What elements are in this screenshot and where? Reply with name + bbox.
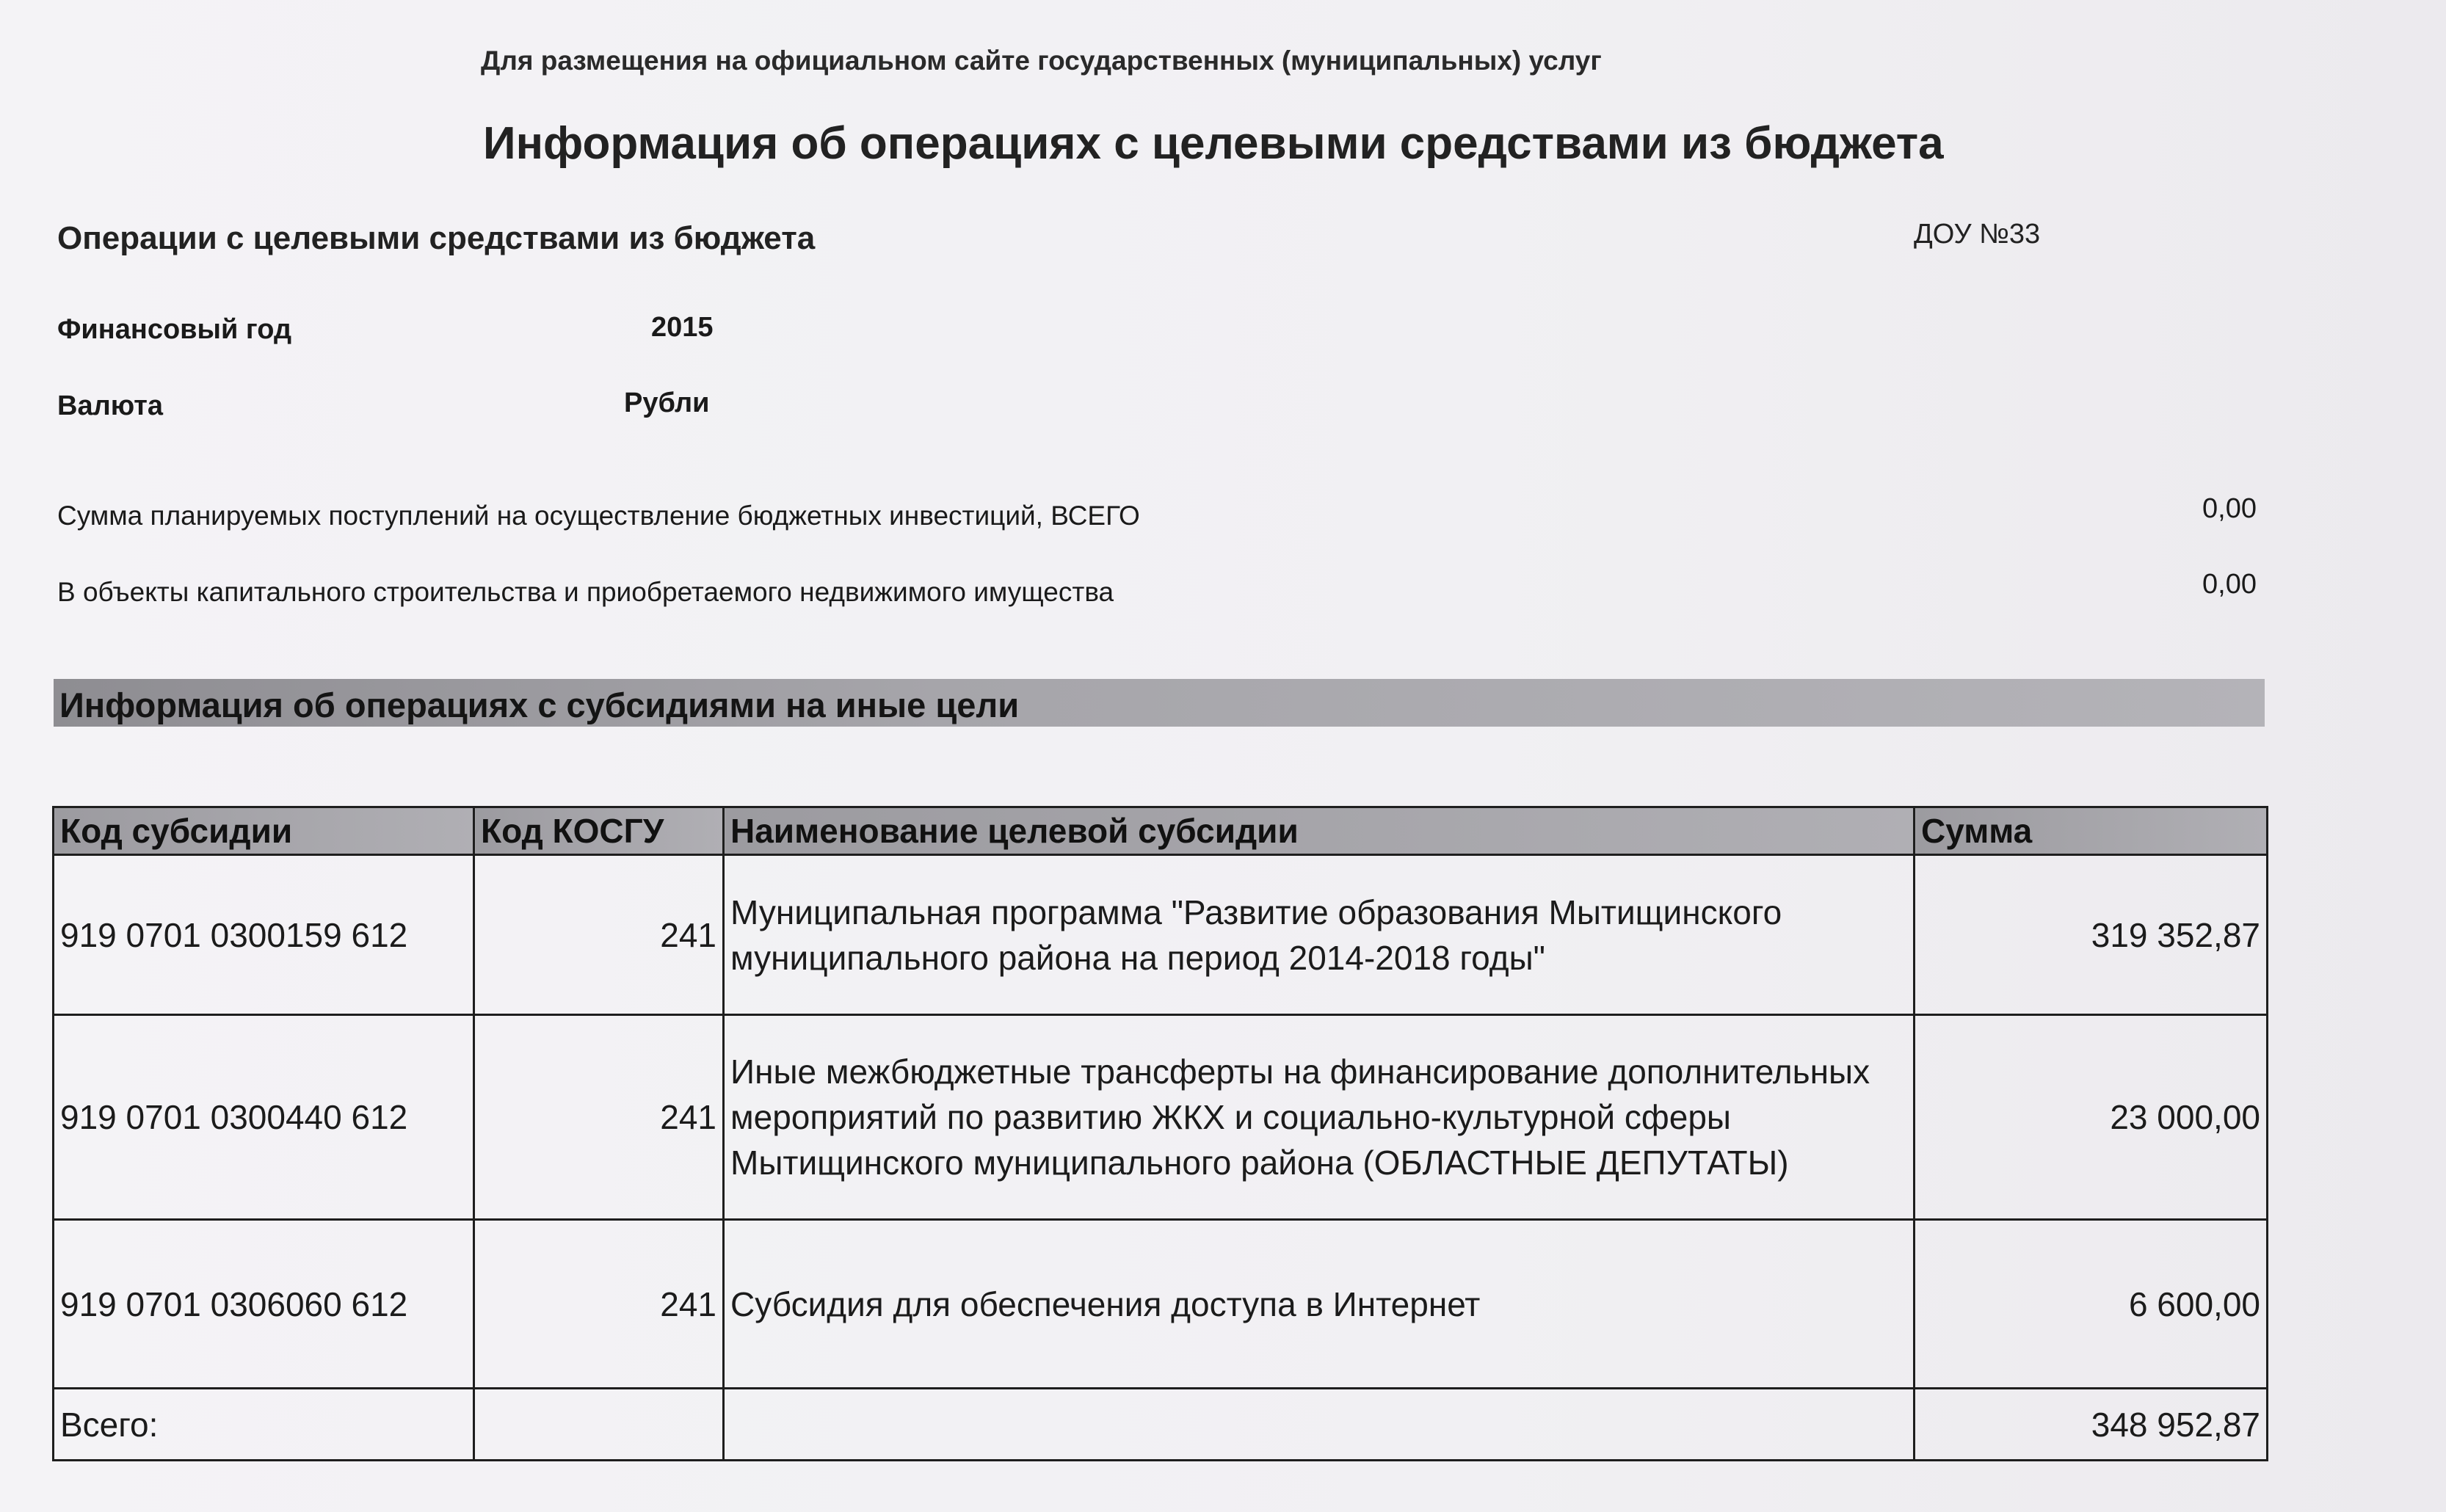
subsidy-name-cell: Муниципальная программа "Развитие образования Мытищинского муниципального района на период 2014-2018 годы" [724, 855, 1915, 1015]
subsidy-code-cell: 919 0701 0300159 612 [54, 855, 474, 1015]
table-row [54, 855, 2268, 1015]
column-header-amount: Сумма [1915, 807, 2268, 855]
table-row [54, 1220, 2268, 1389]
investments-value: 0,00 [2202, 493, 2257, 524]
site-note: Для размещения на официальном сайте государственных (муниципальных) услуг [481, 46, 1602, 76]
total-empty-cell [474, 1389, 724, 1461]
subsidies-section-title: Информация об операциях с субсидиями на иные цели [59, 686, 1020, 724]
subsidies-section-bar [54, 679, 2265, 727]
organization-name: ДОУ №33 [1914, 219, 2041, 250]
document-title: Информация об операциях с целевыми средствами из бюджета [483, 118, 1944, 169]
total-row [54, 1389, 2268, 1461]
subsidy-name-cell: Иные межбюджетные трансферты на финансирование дополнительных мероприятий по развитию ЖКХ и социально-культурной сферы Мытищинского муниципального района (ОБЛАСТНЫЕ ДЕПУТАТЫ) [724, 1015, 1915, 1220]
currency-label: Валюта [57, 390, 163, 421]
capital-construction-value: 0,00 [2202, 569, 2257, 600]
kosgu-code-cell: 241 [474, 1015, 724, 1220]
column-header-subsidy-code: Код субсидии [54, 807, 474, 855]
total-empty-cell [724, 1389, 1915, 1461]
amount-cell: 319 352,87 [1915, 855, 2268, 1015]
fiscal-year-value: 2015 [651, 312, 714, 343]
column-header-kosgu-code: Код КОСГУ [474, 807, 724, 855]
amount-cell: 23 000,00 [1915, 1015, 2268, 1220]
amount-cell: 6 600,00 [1915, 1220, 2268, 1389]
currency-value: Рубли [624, 388, 710, 418]
capital-construction-label: В объекты капитального строительства и приобретаемого недвижимого имущества [57, 577, 1114, 607]
total-amount-cell: 348 952,87 [1915, 1389, 2268, 1461]
column-header-subsidy-name: Наименование целевой субсидии [724, 807, 1915, 855]
total-label-cell: Всего: [54, 1389, 474, 1461]
kosgu-code-cell: 241 [474, 855, 724, 1015]
subsidy-code-cell: 919 0701 0306060 612 [54, 1220, 474, 1389]
investments-label: Сумма планируемых поступлений на осуществление бюджетных инвестиций, ВСЕГО [57, 501, 1140, 531]
table-row [54, 1015, 2268, 1220]
subsidy-name-cell: Субсидия для обеспечения доступа в Интернет [724, 1220, 1915, 1389]
kosgu-code-cell: 241 [474, 1220, 724, 1389]
subsidy-code-cell: 919 0701 0300440 612 [54, 1015, 474, 1220]
subsidies-table [52, 806, 2268, 1461]
table-header-row [54, 807, 2268, 855]
fiscal-year-label: Финансовый год [57, 314, 292, 345]
operations-title: Операции с целевыми средствами из бюджета [57, 220, 816, 256]
